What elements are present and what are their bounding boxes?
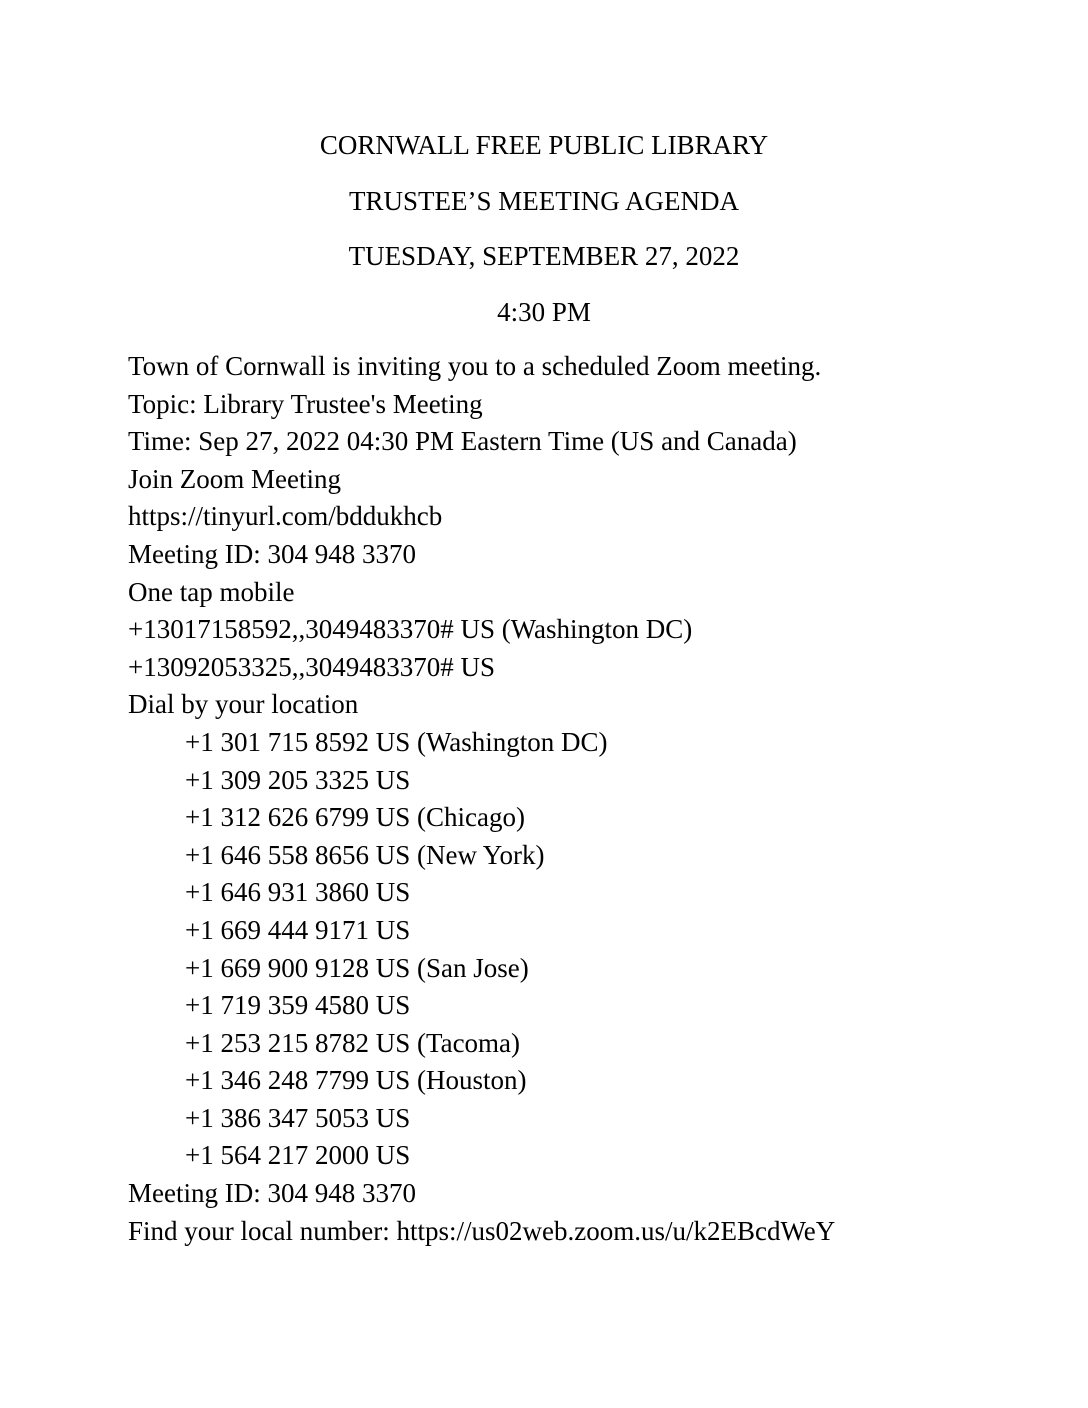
one-tap-number: +13017158592,,3049483370# US (Washington DC)	[128, 614, 693, 645]
join-url: https://tinyurl.com/bddukhcb	[128, 501, 443, 532]
meeting-date: TUESDAY, SEPTEMBER 27, 2022	[348, 241, 740, 272]
meeting-id: Meeting ID: 304 948 3370	[128, 538, 416, 569]
dial-label: Dial by your location	[128, 689, 359, 720]
invitation-intro: Town of Cornwall is inviting you to a scheduled Zoom meeting.	[128, 351, 822, 381]
dial-number: +1 253 215 8782 US (Tacoma)	[185, 1027, 521, 1058]
dial-number: +1 564 217 2000 US	[185, 1140, 411, 1171]
dial-number: +1 386 347 5053 US	[185, 1102, 411, 1133]
dial-number: +1 301 715 8592 US (Washington DC)	[185, 726, 608, 757]
dial-number: +1 719 359 4580 US	[185, 990, 411, 1021]
library-name: CORNWALL FREE PUBLIC LIBRARY	[319, 130, 769, 160]
meeting-time-detail: Time: Sep 27, 2022 04:30 PM Eastern Time (US and Canada)	[128, 426, 797, 457]
meeting-id-repeat: Meeting ID: 304 948 3370	[128, 1178, 416, 1209]
dial-number: +1 646 931 3860 US	[185, 877, 411, 908]
meeting-time: 4:30 PM	[497, 297, 591, 328]
join-label: Join Zoom Meeting	[128, 463, 341, 494]
dial-number: +1 346 248 7799 US (Houston)	[185, 1065, 527, 1096]
dial-number: +1 646 558 8656 US (New York)	[185, 839, 545, 870]
dial-number: +1 669 444 9171 US	[185, 914, 411, 945]
agenda-header	[0, 125, 1088, 348]
meeting-topic: Topic: Library Trustee's Meeting	[128, 388, 483, 419]
dial-number-list	[128, 724, 1028, 1175]
dial-number: +1 312 626 6799 US (Chicago)	[185, 802, 525, 833]
zoom-invitation	[128, 348, 1028, 1250]
one-tap-label: One tap mobile	[128, 576, 295, 607]
find-local-number: Find your local number: https://us02web.zoom.us/u/k2EBcdWeY	[128, 1215, 836, 1246]
agenda-title: TRUSTEE’S MEETING AGENDA	[349, 185, 739, 216]
one-tap-number: +13092053325,,3049483370# US	[128, 651, 495, 682]
dial-number: +1 309 205 3325 US	[185, 764, 411, 795]
dial-number: +1 669 900 9128 US (San Jose)	[185, 952, 529, 983]
